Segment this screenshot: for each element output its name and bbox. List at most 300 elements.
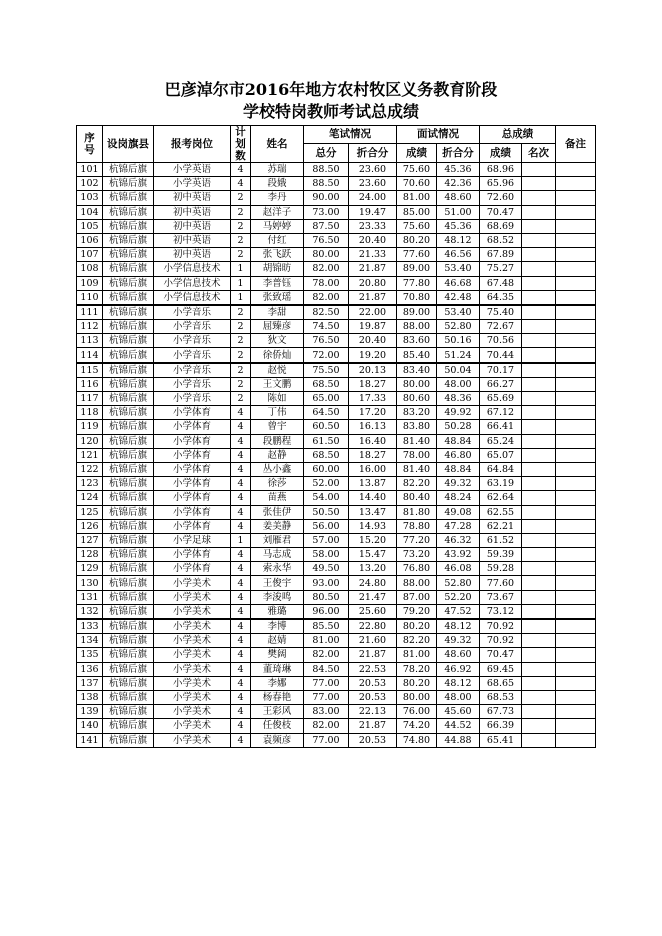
cell-written-weighted: 21.87: [349, 719, 397, 733]
cell-total-score: 65.69: [480, 392, 522, 406]
cell-total-score: 66.39: [480, 719, 522, 733]
cell-name: 曾宇: [251, 420, 304, 434]
cell-interview-score: 80.20: [397, 619, 437, 634]
cell-written-weighted: 24.80: [349, 576, 397, 590]
cell-written-total: 52.00: [304, 477, 349, 491]
header-written-total: 总分: [304, 143, 349, 162]
cell-interview-weighted: 48.60: [437, 648, 480, 662]
cell-seq: 119: [77, 420, 103, 434]
cell-total-score: 72.60: [480, 191, 522, 205]
cell-county: 杭锦后旗: [103, 363, 154, 378]
cell-name: 屈臻彦: [251, 320, 304, 334]
cell-rank: [522, 191, 556, 205]
cell-written-total: 88.50: [304, 163, 349, 177]
cell-county: 杭锦后旗: [103, 733, 154, 747]
cell-written-weighted: 17.33: [349, 392, 397, 406]
cell-interview-score: 82.20: [397, 634, 437, 648]
cell-interview-weighted: 45.60: [437, 705, 480, 719]
cell-written-total: 82.00: [304, 262, 349, 276]
cell-interview-score: 81.40: [397, 434, 437, 448]
cell-interview-score: 83.60: [397, 334, 437, 348]
cell-plan: 4: [231, 690, 251, 704]
cell-interview-weighted: 46.32: [437, 533, 480, 547]
cell-rank: [522, 648, 556, 662]
cell-post: 小学美术: [154, 576, 231, 590]
cell-written-weighted: 19.87: [349, 320, 397, 334]
cell-name: 王俊宇: [251, 576, 304, 590]
cell-total-score: 59.39: [480, 548, 522, 562]
cell-county: 杭锦后旗: [103, 562, 154, 576]
cell-interview-weighted: 52.80: [437, 576, 480, 590]
cell-rank: [522, 448, 556, 462]
cell-interview-score: 80.00: [397, 377, 437, 391]
cell-total-score: 67.48: [480, 276, 522, 290]
cell-plan: 2: [231, 219, 251, 233]
cell-remark: [556, 191, 596, 205]
cell-name: 赵洋子: [251, 205, 304, 219]
cell-interview-score: 74.20: [397, 719, 437, 733]
cell-post: 小学美术: [154, 604, 231, 619]
cell-written-total: 57.00: [304, 533, 349, 547]
cell-interview-weighted: 50.04: [437, 363, 480, 378]
cell-rank: [522, 705, 556, 719]
table-row: [77, 191, 596, 205]
cell-written-weighted: 20.40: [349, 233, 397, 247]
cell-name: 苗燕: [251, 491, 304, 505]
cell-seq: 107: [77, 248, 103, 262]
cell-written-weighted: 16.40: [349, 434, 397, 448]
cell-written-weighted: 23.60: [349, 163, 397, 177]
cell-name: 雅璐: [251, 604, 304, 619]
cell-post: 小学美术: [154, 662, 231, 676]
cell-remark: [556, 562, 596, 576]
cell-rank: [522, 533, 556, 547]
header-post: 报考岗位: [154, 126, 231, 163]
cell-total-score: 65.41: [480, 733, 522, 747]
cell-rank: [522, 434, 556, 448]
cell-county: 杭锦后旗: [103, 648, 154, 662]
cell-post: 小学信息技术: [154, 276, 231, 290]
cell-name: 马志成: [251, 548, 304, 562]
cell-written-weighted: 18.27: [349, 448, 397, 462]
cell-interview-score: 78.20: [397, 662, 437, 676]
cell-seq: 114: [77, 348, 103, 363]
cell-interview-weighted: 48.24: [437, 491, 480, 505]
cell-written-total: 75.50: [304, 363, 349, 378]
cell-county: 杭锦后旗: [103, 705, 154, 719]
cell-rank: [522, 719, 556, 733]
cell-written-weighted: 22.00: [349, 305, 397, 320]
cell-post: 初中英语: [154, 219, 231, 233]
header-interview: 面试情况: [397, 126, 480, 144]
cell-county: 杭锦后旗: [103, 533, 154, 547]
cell-seq: 131: [77, 590, 103, 604]
cell-interview-weighted: 49.08: [437, 505, 480, 519]
page-title-line-1: 巴彦淖尔市2016年地方农村牧区义务教育阶段: [164, 80, 498, 99]
cell-written-total: 81.00: [304, 634, 349, 648]
cell-total-score: 61.52: [480, 533, 522, 547]
cell-rank: [522, 205, 556, 219]
cell-written-total: 82.00: [304, 719, 349, 733]
cell-name: 索永华: [251, 562, 304, 576]
cell-written-weighted: 22.80: [349, 619, 397, 634]
cell-name: 赵静: [251, 448, 304, 462]
cell-written-total: 68.50: [304, 448, 349, 462]
cell-written-weighted: 25.60: [349, 604, 397, 619]
cell-written-total: 82.00: [304, 648, 349, 662]
cell-remark: [556, 548, 596, 562]
cell-written-total: 58.00: [304, 548, 349, 562]
cell-written-weighted: 22.13: [349, 705, 397, 719]
table-row: [77, 548, 596, 562]
cell-written-total: 77.00: [304, 676, 349, 690]
cell-county: 杭锦后旗: [103, 462, 154, 476]
cell-written-total: 88.50: [304, 177, 349, 191]
cell-seq: 112: [77, 320, 103, 334]
table-row: [77, 462, 596, 476]
cell-interview-score: 80.60: [397, 392, 437, 406]
cell-written-total: 96.00: [304, 604, 349, 619]
cell-post: 小学美术: [154, 719, 231, 733]
cell-post: 小学音乐: [154, 363, 231, 378]
cell-total-score: 68.96: [480, 163, 522, 177]
cell-seq: 111: [77, 305, 103, 320]
cell-remark: [556, 205, 596, 219]
table-row: [77, 648, 596, 662]
cell-post: 小学音乐: [154, 305, 231, 320]
cell-county: 杭锦后旗: [103, 420, 154, 434]
cell-rank: [522, 462, 556, 476]
cell-post: 小学信息技术: [154, 262, 231, 276]
cell-seq: 129: [77, 562, 103, 576]
cell-plan: 4: [231, 733, 251, 747]
cell-rank: [522, 548, 556, 562]
cell-interview-weighted: 51.00: [437, 205, 480, 219]
cell-written-total: 49.50: [304, 562, 349, 576]
cell-written-weighted: 13.20: [349, 562, 397, 576]
table-row: [77, 392, 596, 406]
cell-remark: [556, 719, 596, 733]
cell-seq: 124: [77, 491, 103, 505]
cell-plan: 4: [231, 448, 251, 462]
header-written-weighted: 折合分: [349, 143, 397, 162]
cell-remark: [556, 334, 596, 348]
table-row: [77, 562, 596, 576]
cell-total-score: 68.52: [480, 233, 522, 247]
table-row: [77, 434, 596, 448]
cell-name: 段鹏程: [251, 434, 304, 448]
cell-interview-score: 81.00: [397, 191, 437, 205]
table-row: [77, 705, 596, 719]
cell-seq: 113: [77, 334, 103, 348]
cell-interview-score: 80.20: [397, 233, 437, 247]
cell-name: 王文鹏: [251, 377, 304, 391]
cell-interview-score: 80.40: [397, 491, 437, 505]
cell-written-total: 90.00: [304, 191, 349, 205]
cell-plan: 4: [231, 434, 251, 448]
table-row: [77, 290, 596, 305]
cell-plan: 4: [231, 491, 251, 505]
cell-written-weighted: 20.80: [349, 276, 397, 290]
cell-total-score: 70.92: [480, 634, 522, 648]
cell-post: 小学音乐: [154, 334, 231, 348]
header-plan: 计划数: [231, 126, 251, 163]
cell-rank: [522, 248, 556, 262]
cell-rank: [522, 604, 556, 619]
cell-seq: 125: [77, 505, 103, 519]
cell-written-total: 68.50: [304, 377, 349, 391]
cell-county: 杭锦后旗: [103, 634, 154, 648]
cell-remark: [556, 233, 596, 247]
cell-seq: 141: [77, 733, 103, 747]
cell-post: 小学美术: [154, 733, 231, 747]
cell-written-weighted: 13.87: [349, 477, 397, 491]
cell-remark: [556, 406, 596, 420]
cell-county: 杭锦后旗: [103, 248, 154, 262]
cell-plan: 4: [231, 177, 251, 191]
cell-total-score: 65.07: [480, 448, 522, 462]
cell-post: 小学体育: [154, 505, 231, 519]
cell-interview-score: 80.20: [397, 676, 437, 690]
cell-seq: 133: [77, 619, 103, 634]
cell-county: 杭锦后旗: [103, 305, 154, 320]
cell-post: 小学美术: [154, 648, 231, 662]
cell-interview-score: 75.60: [397, 219, 437, 233]
cell-post: 小学音乐: [154, 392, 231, 406]
cell-total-score: 75.27: [480, 262, 522, 276]
cell-written-weighted: 21.33: [349, 248, 397, 262]
cell-seq: 117: [77, 392, 103, 406]
cell-total-score: 63.19: [480, 477, 522, 491]
cell-written-weighted: 21.47: [349, 590, 397, 604]
cell-written-total: 83.00: [304, 705, 349, 719]
cell-total-score: 62.64: [480, 491, 522, 505]
cell-written-total: 77.00: [304, 690, 349, 704]
cell-post: 小学美术: [154, 690, 231, 704]
cell-interview-weighted: 52.80: [437, 320, 480, 334]
cell-interview-score: 76.00: [397, 705, 437, 719]
cell-remark: [556, 491, 596, 505]
cell-written-total: 84.50: [304, 662, 349, 676]
cell-post: 小学体育: [154, 420, 231, 434]
cell-plan: 4: [231, 462, 251, 476]
cell-plan: 2: [231, 205, 251, 219]
cell-seq: 138: [77, 690, 103, 704]
cell-interview-weighted: 53.40: [437, 305, 480, 320]
header-interview-score: 成绩: [397, 143, 437, 162]
cell-plan: 2: [231, 348, 251, 363]
cell-remark: [556, 477, 596, 491]
cell-county: 杭锦后旗: [103, 233, 154, 247]
cell-remark: [556, 533, 596, 547]
cell-county: 杭锦后旗: [103, 262, 154, 276]
cell-rank: [522, 276, 556, 290]
cell-name: 李普钰: [251, 276, 304, 290]
cell-written-total: 77.00: [304, 733, 349, 747]
cell-interview-score: 83.40: [397, 363, 437, 378]
cell-total-score: 70.92: [480, 619, 522, 634]
table-row: [77, 248, 596, 262]
cell-remark: [556, 248, 596, 262]
cell-post: 小学美术: [154, 590, 231, 604]
cell-written-total: 76.50: [304, 233, 349, 247]
cell-post: 小学体育: [154, 434, 231, 448]
cell-county: 杭锦后旗: [103, 163, 154, 177]
cell-seq: 135: [77, 648, 103, 662]
cell-rank: [522, 690, 556, 704]
cell-post: 小学体育: [154, 406, 231, 420]
cell-rank: [522, 519, 556, 533]
cell-written-total: 61.50: [304, 434, 349, 448]
cell-name: 张飞跃: [251, 248, 304, 262]
cell-interview-weighted: 49.32: [437, 634, 480, 648]
cell-interview-score: 83.80: [397, 420, 437, 434]
cell-written-total: 60.00: [304, 462, 349, 476]
cell-plan: 1: [231, 533, 251, 547]
cell-plan: 4: [231, 648, 251, 662]
header-name: 姓名: [251, 126, 304, 163]
cell-remark: [556, 290, 596, 305]
cell-written-total: 72.00: [304, 348, 349, 363]
cell-name: 胡锦昉: [251, 262, 304, 276]
table-row: [77, 733, 596, 747]
cell-name: 姜美静: [251, 519, 304, 533]
cell-total-score: 70.47: [480, 205, 522, 219]
cell-rank: [522, 491, 556, 505]
cell-interview-score: 87.00: [397, 590, 437, 604]
header-total: 总成绩: [480, 126, 556, 144]
cell-seq: 109: [77, 276, 103, 290]
cell-rank: [522, 505, 556, 519]
cell-interview-weighted: 48.60: [437, 191, 480, 205]
cell-written-weighted: 20.53: [349, 733, 397, 747]
cell-county: 杭锦后旗: [103, 177, 154, 191]
cell-total-score: 77.60: [480, 576, 522, 590]
header-total-score: 成绩: [480, 143, 522, 162]
table-row: [77, 420, 596, 434]
cell-name: 徐侨灿: [251, 348, 304, 363]
cell-seq: 118: [77, 406, 103, 420]
cell-total-score: 59.28: [480, 562, 522, 576]
cell-name: 袁频彦: [251, 733, 304, 747]
cell-written-total: 80.00: [304, 248, 349, 262]
table-row: [77, 406, 596, 420]
cell-county: 杭锦后旗: [103, 191, 154, 205]
cell-seq: 108: [77, 262, 103, 276]
cell-plan: 2: [231, 363, 251, 378]
cell-name: 樊阔: [251, 648, 304, 662]
cell-county: 杭锦后旗: [103, 519, 154, 533]
cell-total-score: 68.65: [480, 676, 522, 690]
cell-rank: [522, 177, 556, 191]
cell-remark: [556, 448, 596, 462]
cell-interview-weighted: 46.80: [437, 448, 480, 462]
cell-county: 杭锦后旗: [103, 590, 154, 604]
cell-rank: [522, 219, 556, 233]
cell-total-score: 66.27: [480, 377, 522, 391]
cell-county: 杭锦后旗: [103, 505, 154, 519]
cell-county: 杭锦后旗: [103, 290, 154, 305]
cell-interview-score: 76.80: [397, 562, 437, 576]
table-row: [77, 690, 596, 704]
cell-rank: [522, 576, 556, 590]
cell-county: 杭锦后旗: [103, 448, 154, 462]
cell-seq: 105: [77, 219, 103, 233]
cell-interview-score: 82.20: [397, 477, 437, 491]
cell-post: 小学美术: [154, 705, 231, 719]
cell-seq: 122: [77, 462, 103, 476]
cell-rank: [522, 733, 556, 747]
cell-total-score: 68.69: [480, 219, 522, 233]
cell-interview-weighted: 51.24: [437, 348, 480, 363]
cell-interview-score: 70.60: [397, 177, 437, 191]
cell-interview-score: 89.00: [397, 305, 437, 320]
cell-interview-weighted: 48.36: [437, 392, 480, 406]
cell-interview-weighted: 48.12: [437, 676, 480, 690]
cell-name: 段娥: [251, 177, 304, 191]
cell-written-weighted: 13.47: [349, 505, 397, 519]
table-row: [77, 219, 596, 233]
cell-written-weighted: 18.27: [349, 377, 397, 391]
cell-total-score: 72.67: [480, 320, 522, 334]
table-row: [77, 719, 596, 733]
cell-county: 杭锦后旗: [103, 491, 154, 505]
header-written: 笔试情况: [304, 126, 397, 144]
cell-interview-score: 73.20: [397, 548, 437, 562]
cell-interview-weighted: 46.68: [437, 276, 480, 290]
cell-seq: 128: [77, 548, 103, 562]
cell-name: 陈如: [251, 392, 304, 406]
cell-post: 初中英语: [154, 233, 231, 247]
cell-seq: 101: [77, 163, 103, 177]
cell-plan: 2: [231, 392, 251, 406]
cell-written-weighted: 15.47: [349, 548, 397, 562]
cell-written-weighted: 19.20: [349, 348, 397, 363]
cell-post: 小学体育: [154, 548, 231, 562]
cell-seq: 134: [77, 634, 103, 648]
cell-written-weighted: 14.93: [349, 519, 397, 533]
cell-name: 李丹: [251, 191, 304, 205]
cell-remark: [556, 348, 596, 363]
cell-rank: [522, 392, 556, 406]
cell-total-score: 73.12: [480, 604, 522, 619]
cell-county: 杭锦后旗: [103, 348, 154, 363]
cell-remark: [556, 590, 596, 604]
cell-plan: 4: [231, 604, 251, 619]
cell-post: 小学足球: [154, 533, 231, 547]
cell-name: 丛小鑫: [251, 462, 304, 476]
table-row: [77, 604, 596, 619]
cell-post: 小学体育: [154, 562, 231, 576]
header-county: 设岗旗县: [103, 126, 154, 163]
cell-county: 杭锦后旗: [103, 477, 154, 491]
table-row: [77, 276, 596, 290]
cell-rank: [522, 363, 556, 378]
cell-total-score: 65.24: [480, 434, 522, 448]
cell-remark: [556, 634, 596, 648]
cell-seq: 132: [77, 604, 103, 619]
cell-written-total: 82.50: [304, 305, 349, 320]
cell-interview-score: 81.00: [397, 648, 437, 662]
cell-seq: 115: [77, 363, 103, 378]
cell-rank: [522, 262, 556, 276]
cell-interview-weighted: 47.28: [437, 519, 480, 533]
table-row: [77, 348, 596, 363]
cell-post: 小学英语: [154, 163, 231, 177]
cell-post: 小学体育: [154, 477, 231, 491]
cell-interview-weighted: 48.12: [437, 233, 480, 247]
cell-rank: [522, 420, 556, 434]
